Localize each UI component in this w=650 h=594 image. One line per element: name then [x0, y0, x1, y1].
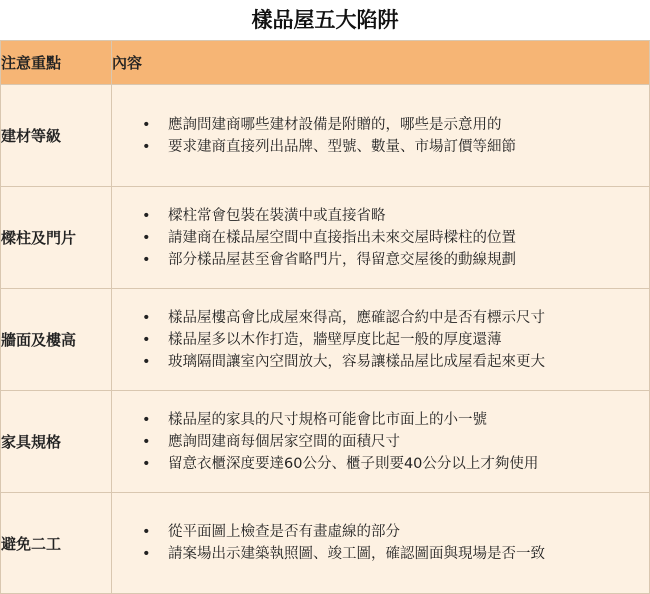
table-body — [1, 85, 650, 594]
row-content — [112, 187, 650, 289]
bullet-list — [112, 205, 649, 271]
bullet-icon: • — [142, 353, 151, 370]
list-item-text: 要求建商直接列出品牌、型號、數量、市場訂價等細節 — [168, 138, 516, 155]
list-item — [142, 453, 649, 475]
row-category: 家具規格 — [1, 391, 112, 493]
table-row — [1, 289, 650, 391]
list-item — [142, 205, 649, 227]
row-category: 樑柱及門片 — [1, 187, 112, 289]
list-item-text: 樣品屋的家具的尺寸規格可能會比市面上的小一號 — [168, 411, 487, 428]
bullet-icon: • — [142, 309, 151, 326]
list-item — [142, 521, 649, 543]
row-category: 牆面及樓高 — [1, 289, 112, 391]
bullet-icon: • — [142, 229, 151, 246]
list-item-text: 留意衣櫃深度要達60公分、櫃子則要40公分以上才夠使用 — [168, 455, 539, 472]
table-header-row — [1, 41, 650, 85]
row-content — [112, 85, 650, 187]
list-item — [142, 329, 649, 351]
bullet-list — [112, 307, 649, 373]
list-item — [142, 227, 649, 249]
traps-table — [0, 40, 650, 594]
list-item-text: 應詢問建商哪些建材設備是附贈的，哪些是示意用的 — [168, 116, 502, 133]
row-content — [112, 391, 650, 493]
bullet-icon: • — [142, 207, 151, 224]
bullet-icon: • — [142, 331, 151, 348]
row-content — [112, 289, 650, 391]
bullet-icon: • — [142, 251, 151, 268]
list-item-text: 從平面圖上檢查是否有畫虛線的部分 — [168, 524, 400, 540]
table-row — [1, 187, 650, 289]
list-item — [142, 431, 649, 453]
page-title: 樣品屋五大陷阱 — [251, 8, 399, 32]
bullet-list — [112, 114, 649, 158]
bullet-icon: • — [142, 524, 151, 540]
bullet-list — [112, 409, 649, 475]
list-item — [142, 351, 649, 373]
table-row — [1, 85, 650, 187]
table-row — [1, 493, 650, 594]
list-item-text: 應詢問建商每個居家空間的面積尺寸 — [168, 433, 400, 450]
list-item — [142, 409, 649, 431]
header-focus-point: 注意重點 — [1, 41, 112, 85]
list-item-text: 部分樣品屋甚至會省略門片，得留意交屋後的動線規劃 — [168, 251, 516, 268]
row-category: 建材等級 — [1, 85, 112, 187]
list-item — [142, 136, 649, 158]
row-content — [112, 493, 650, 594]
list-item-text: 玻璃隔間讓室內空間放大，容易讓樣品屋比成屋看起來更大 — [168, 353, 545, 370]
list-item — [142, 114, 649, 136]
list-item-text: 樣品屋樓高會比成屋來得高，應確認合約中是否有標示尺寸 — [168, 309, 545, 326]
list-item-text: 樣品屋多以木作打造，牆壁厚度比起一般的厚度還薄 — [168, 331, 502, 348]
list-item-text: 請建商在樣品屋空間中直接指出未來交屋時樑柱的位置 — [168, 229, 516, 246]
bullet-icon: • — [142, 116, 151, 133]
row-category: 避免二工 — [1, 493, 112, 594]
list-item-text: 請案場出示建築執照圖、竣工圖，確認圖面與現場是否一致 — [168, 546, 545, 562]
header-content: 內容 — [112, 41, 650, 85]
bullet-icon: • — [142, 546, 151, 562]
list-item — [142, 543, 649, 565]
list-item — [142, 249, 649, 271]
bullet-icon: • — [142, 411, 151, 428]
bullet-icon: • — [142, 138, 151, 155]
list-item-text: 樑柱常會包裝在裝潢中或直接省略 — [168, 207, 386, 224]
table-row — [1, 391, 650, 493]
bullet-list — [112, 521, 649, 565]
bullet-icon: • — [142, 455, 151, 472]
bullet-icon: • — [142, 433, 151, 450]
list-item — [142, 307, 649, 329]
